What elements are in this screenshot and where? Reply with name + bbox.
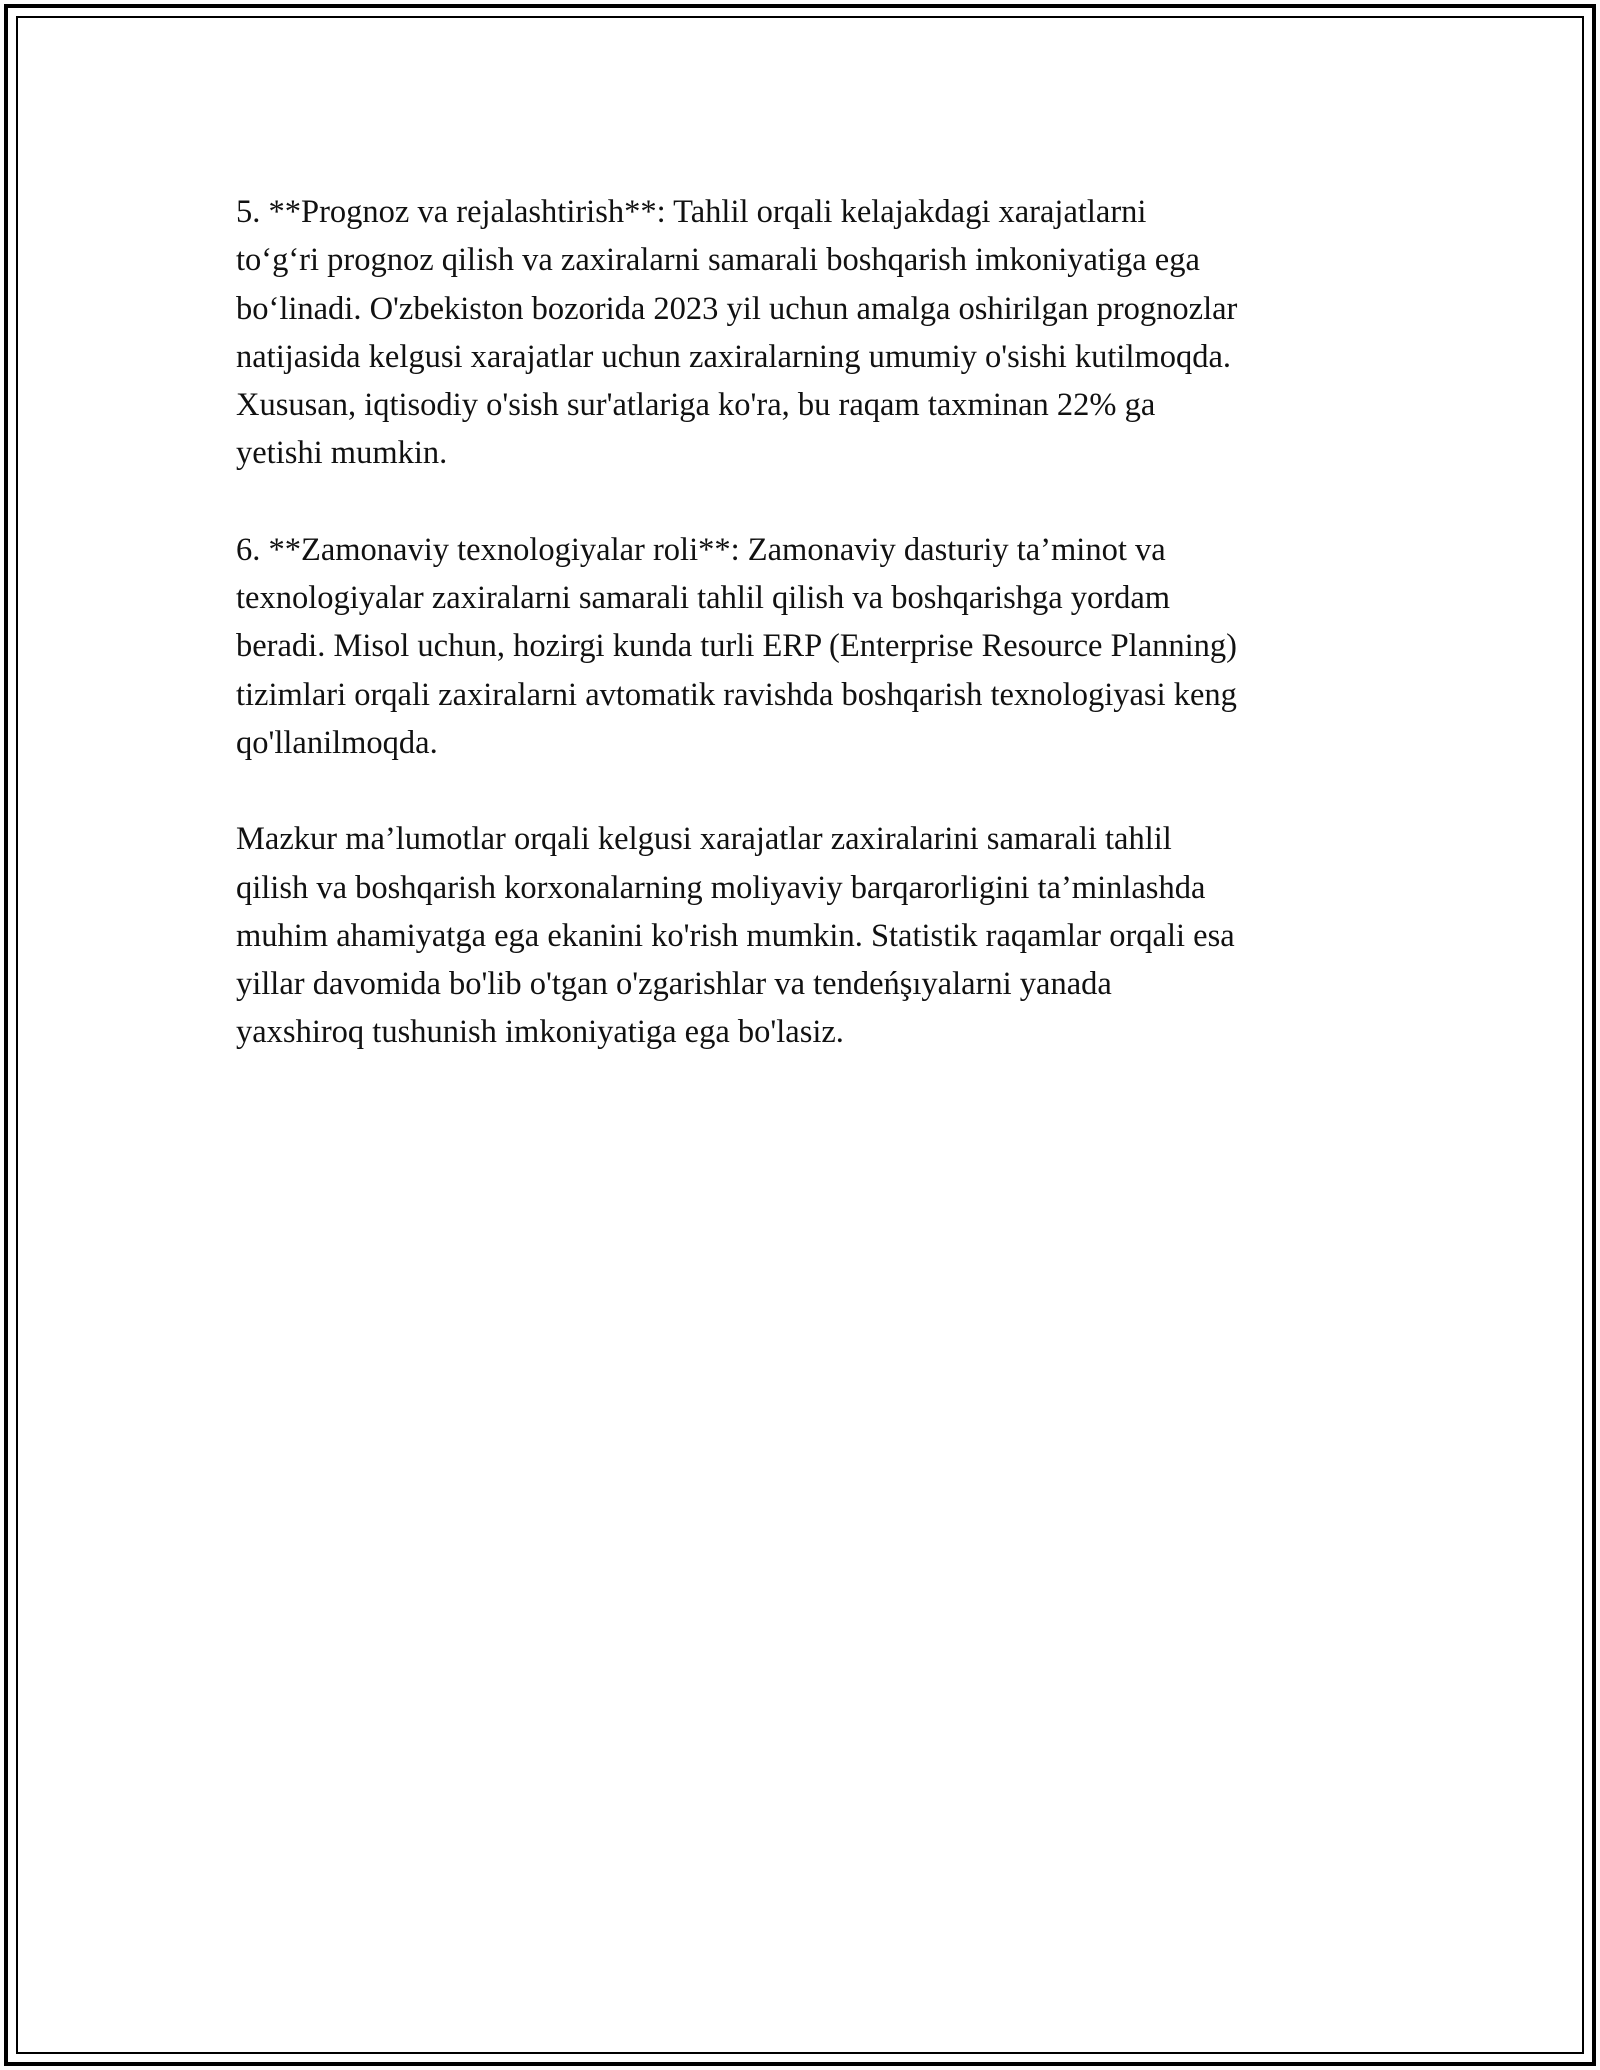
text-line: Xususan, iqtisodiy o'sish sur'atlariga ko'ra, bu raqam taxminan 22% ga	[236, 387, 1156, 424]
paragraph-forecasting	[236, 188, 1386, 478]
text-line: texnologiyalar zaxiralarni samarali tahlil qilish va boshqarishga yordam	[236, 580, 1171, 617]
text-line: yillar davomida bo'lib o'tgan o'zgarishlar va tendeńşıyalarni yanada	[236, 966, 1112, 1003]
text-line: Mazkur ma’lumotlar orqali kelgusi xarajatlar zaxiralarini samarali tahlil	[236, 821, 1172, 858]
text-line: beradi. Misol uchun, hozirgi kunda turli ERP (Enterprise Resource Planning)	[236, 628, 1237, 665]
text-line: yetishi mumkin.	[236, 435, 448, 472]
text-line: qilish va boshqarish korxonalarning moliyaviy barqarorligini ta’minlashda	[236, 869, 1206, 906]
text-line: qo'llanilmoqda.	[236, 724, 438, 761]
text-line: yaxshiroq tushunish imkoniyatiga ega bo'lasiz.	[236, 1014, 844, 1051]
text-line: 5. **Prognoz va rejalashtirish**: Tahlil orqali kelajakdagi xarajatlarni	[236, 194, 1147, 230]
text-line: muhim ahamiyatga ega ekanini ko'rish mumkin. Statistik raqamlar orqali esa	[236, 917, 1235, 954]
text-line: natijasida kelgusi xarajatlar uchun zaxiralarning umumiy o'sishi kutilmoqda.	[236, 338, 1232, 375]
paragraph-technologies	[236, 526, 1386, 767]
text-line: tizimlari orqali zaxiralarni avtomatik ravishda boshqarish texnologiyasi keng	[236, 676, 1237, 713]
text-line: bo‘linadi. O'zbekiston bozorida 2023 yil uchun amalga oshirilgan prognozlar	[236, 290, 1238, 327]
text-line: to‘g‘ri prognoz qilish va zaxiralarni samarali boshqarish imkoniyatiga ega	[236, 242, 1200, 279]
text-line: 6. **Zamonaviy texnologiyalar roli**: Zamonaviy dasturiy ta’minot va	[236, 531, 1166, 568]
paragraph-conclusion	[236, 815, 1386, 1056]
document-body	[236, 188, 1386, 1105]
